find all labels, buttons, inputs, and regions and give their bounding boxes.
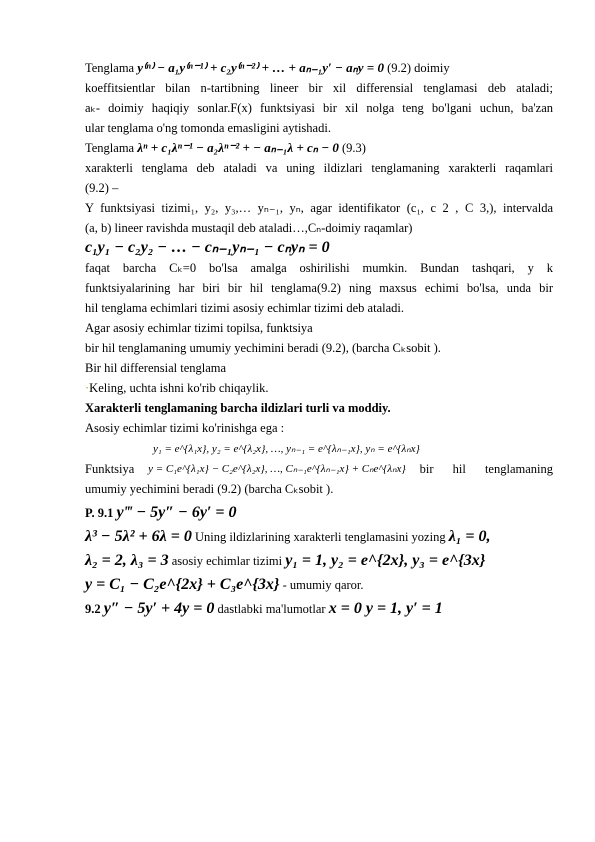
line-14: Agar asosiy echimlar tizimi topilsa, funktsiya [85,321,313,335]
text: Funktsiya [85,462,135,476]
text: Keling, uchta ishni ko'rib chiqaylik. [89,381,269,395]
formula-general: y = C₁ − C₂e^{2x} + C₃e^{3x} [85,576,280,593]
line-10 [85,238,553,258]
line-17 [85,378,553,398]
formula-roots: λ₂ = 2, λ₃ = 3 [85,552,169,569]
text: Tenglama [85,61,135,75]
line-19: Asosiy echimlar tizimi ko'rinishga ega : [85,421,285,435]
formula-9-2: y⁽ⁿ⁾ − a₁y⁽ⁿ⁻¹⁾ + c₂y⁽ⁿ⁻²⁾ + … + aₙ₋₁y′ − aₙy = 0 [137,60,384,75]
formula-p92: y″ − 5y′ + 4y = 0 [103,600,215,617]
section-heading: Xarakterli tenglamaning barcha ildizlari turli va moddiy. [85,401,391,415]
line-7: (9.2) – [85,181,119,195]
example-label: P. 9.1 [85,506,114,520]
bullet-icon: · [85,381,90,395]
text: bir hil tenglamaning [419,462,553,476]
document-page [85,58,553,619]
line-12: funktsiyalarining har biri bir hil tenglama(9.2) ning maxsus echimi bo'lsa, unda bir [85,281,553,295]
formula-general-solution: y = C₁e^{λ₁x} − C₂e^{λ₂x}, …, Cₙ₋₁e^{λₙ₋₁x} + Cₙe^{λₙx} [148,463,406,475]
text: Tenglama [85,141,135,155]
example-label: 9.2 [85,602,101,616]
line-8: Y funktsiyasi tizimi₁, y₂, y₃,… yₙ₋₁, yₙ, agar identifikator (c₁, c 2 , C 3,), intervalda [85,201,553,215]
text: (9.2) doimiy [387,61,450,75]
formula-linear-combo: c₁y₁ − c₂y₂ − … − cₙ₋₁yₙ₋₁ − cₙyₙ = 0 [85,239,330,256]
formula-char-eq: λ³ − 5λ² + 6λ = 0 [85,528,192,545]
formula-initial-data: x = 0 y = 1, y′ = 1 [328,600,443,617]
line-3: aₖ- doimiy haqiqiy sonlar.F(x) funktsiyasi bir xil nolga teng bo'lgani uchun, ba'zan [85,101,553,115]
formula-p91: y‴ − 5y″ − 6y′ = 0 [116,504,237,521]
line-24 [85,527,553,547]
text: asosiy echimlar tizimi [171,554,283,568]
formula-basis-solutions: y₁ = 1, y₂ = e^{2x}, y₃ = e^{3x} [285,552,486,569]
formula-root-1: λ₁ = 0, [448,528,491,545]
formula-9-3: λⁿ + c₁λⁿ⁻¹ − a₂λⁿ⁻² + − aₙ₋₁λ + cₙ − 0 [137,140,339,155]
line-26 [85,575,553,595]
line-6: xarakterli tenglama deb ataladi va uning ildizlari tenglamaning xarakterli raqamlari [85,161,553,175]
line-27 [85,599,553,619]
line-25 [85,551,553,571]
line-2: koeffitsientlar bilan n-tartibning lineer bir xil differensial tenglamasi deb ataladi; [85,81,553,95]
line-16: Bir hil differensial tenglama [85,361,227,375]
line-4: ular tenglama o'ng tomonda emasligini aytishadi. [85,121,331,135]
text: dastlabki ma'lumotlar [217,602,326,616]
line-11: faqat barcha Cₖ=0 bo'lsa amalga oshirilishi mumkin. Bundan tashqari, y k [85,261,553,275]
line-23 [85,503,553,523]
text: (9.3) [341,141,366,155]
line-20 [85,438,553,459]
line-15: bir hil tenglamaning umumiy yechimini beradi (9.2), (barcha Cₖsobit ). [85,341,441,355]
text: - umumiy qaror. [282,578,364,592]
line-13: hil tenglama echimlari tizimi asosiy echimlar tizimi deb ataladi. [85,301,404,315]
line-22: umumiy yechimini beradi (9.2) (barcha Cₖsobit ). [85,482,334,496]
text: Uning ildizlarining xarakterli tenglamasini yozing [194,530,446,544]
line-5 [85,138,553,158]
line-1 [85,58,553,78]
formula-basis: y₁ = e^{λ₁x}, y₂ = e^{λ₂x}, …, yₙ₋₁ = e^{λₙ₋₁x}, yₙ = e^{λₙx} [153,443,420,455]
line-9: (a, b) lineer ravishda mustaqil deb ataladi…,Cₙ-doimiy raqamlar) [85,221,413,235]
line-21 [85,459,553,479]
